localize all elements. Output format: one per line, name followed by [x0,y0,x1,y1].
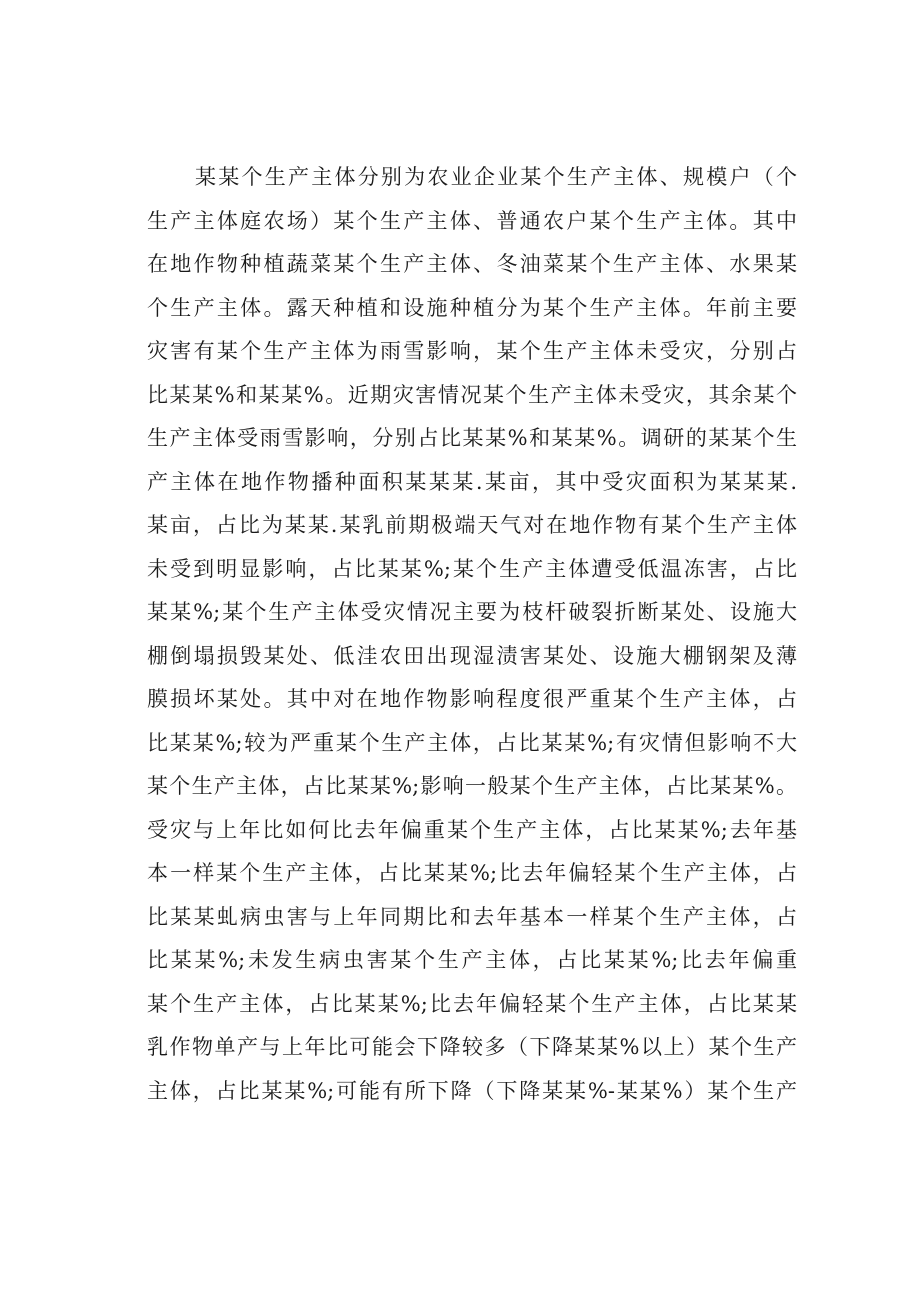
text-line: 某个生产主体，占比某某%;影响一般某个生产主体，占比某某%。 [147,774,797,798]
text-line: 某某个生产主体分别为农业企业某个生产主体、规模户（个 [195,165,797,189]
text-line: 比某某虬病虫害与上年同期比和去年基本一样某个生产主体，占 [147,904,797,929]
text-line: 生产主体庭农场）某个生产主体、普通农户某个生产主体。其中 [147,208,797,233]
text-line: 某个生产主体，占比某某%;比去年偏轻某个生产主体，占比某某 [147,991,797,1016]
text-line: 生产主体受雨雪影响，分别占比某某%和某某%。调研的某某个生 [147,426,797,450]
text-line: 某某%;某个生产主体受灾情况主要为枝杆破裂折断某处、设施大 [147,600,797,624]
text-line: 棚倒塌损毁某处、低洼农田出现湿渍害某处、设施大棚钢架及薄 [147,643,797,668]
text-line: 乳作物单产与上年比可能会下降较多（下降某某%以上）某个生产 [147,1035,797,1059]
text-line: 未受到明显影响，占比某某%;某个生产主体遭受低温冻害，占比 [147,556,797,581]
text-line: 比某某%和某某%。近期灾害情况某个生产主体未受灾，其余某个 [147,382,797,407]
text-line: 比某某%;较为严重某个生产主体，占比某某%;有灾情但影响不大 [147,730,797,755]
text-line: 比某某%;未发生病虫害某个生产主体，占比某某%;比去年偏重 [147,948,797,972]
text-line: 本一样某个生产主体，占比某某%;比去年偏轻某个生产主体，占 [147,861,797,885]
text-line: 膜损坏某处。其中对在地作物影响程度很严重某个生产主体，占 [147,687,797,711]
text-line: 灾害有某个生产主体为雨雪影响，某个生产主体未受灾，分别占 [147,339,797,363]
text-line: 某亩，占比为某某.某乳前期极端天气对在地作物有某个生产主体 [147,513,797,537]
text-line: 产主体在地作物播种面积某某某.某亩，其中受灾面积为某某某. [147,469,797,494]
text-line: 个生产主体。露天种植和设施种植分为某个生产主体。年前主要 [147,295,797,320]
body-paragraph [147,156,797,1113]
text-line: 主体，占比某某%;可能有所下降（下降某某%-某某%）某个生产 [147,1078,797,1103]
text-line: 在地作物种植蔬菜某个生产主体、冬油菜某个生产主体、水果某 [147,252,797,276]
text-line: 受灾与上年比如何比去年偏重某个生产主体，占比某某%;去年基 [147,817,797,842]
